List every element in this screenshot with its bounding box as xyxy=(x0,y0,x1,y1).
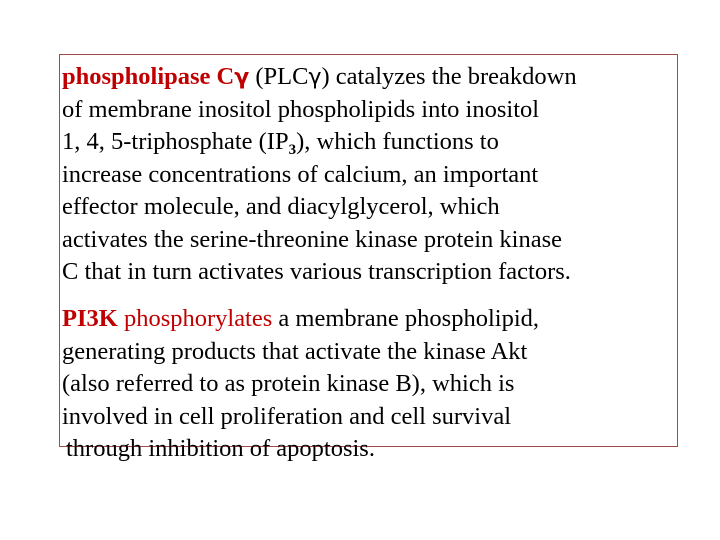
pi3k-line-4: involved in cell proliferation and cell survival xyxy=(62,402,512,430)
plc-line-4: increase concentrations of calcium, an important xyxy=(62,160,539,188)
pi3k-term: PI3K phosphorylates xyxy=(62,305,273,332)
pi3k-line-2: generating products that activate the kinase Akt xyxy=(62,337,528,365)
plc-line-1: phospholipase Cγ (PLCγ) catalyzes the breakdown xyxy=(62,63,577,90)
plc-line-3: 1, 4, 5-triphosphate $(IP_3)$, which functions to xyxy=(62,128,499,158)
plc-gamma-paragraph xyxy=(62,61,577,289)
plc-line-7: C that in turn activates various transcription factors. xyxy=(62,258,571,285)
pi3k-line-3: (also referred to as protein kinase B), which is xyxy=(62,370,515,397)
pi3k-paragraph xyxy=(62,303,539,466)
pi3k-line-5: through inhibition of apoptosis. xyxy=(66,435,375,462)
plc-line-6: activates the serine-threonine kinase protein kinase xyxy=(62,225,563,253)
plc-line-2: of membrane inositol phospholipids into inositol xyxy=(62,95,540,123)
plc-gamma-term: phospholipase Cγ xyxy=(62,63,250,90)
plc-line-5: effector molecule, and diacylglycerol, which xyxy=(62,193,500,220)
pi3k-line-1: PI3K phosphorylates a membrane phospholipid, xyxy=(62,305,540,332)
